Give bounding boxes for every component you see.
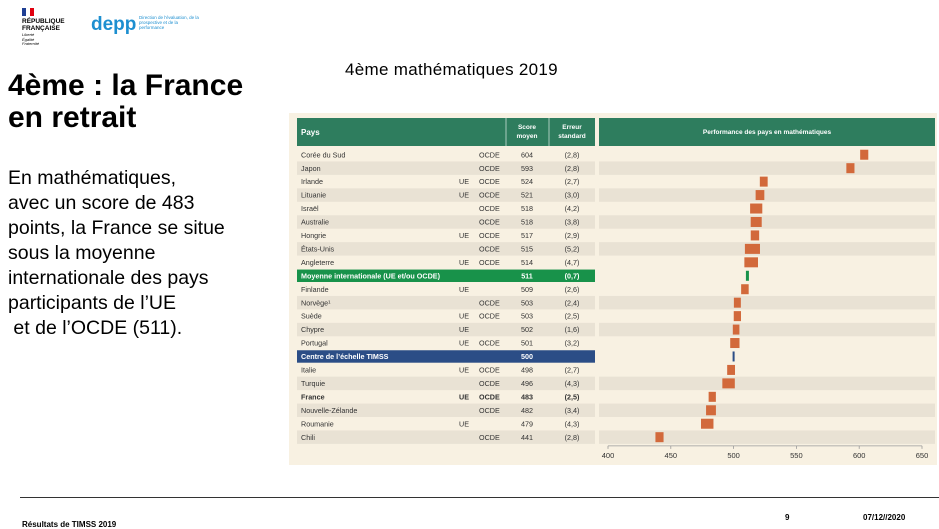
row-ue: UE	[459, 419, 469, 429]
score-bar	[846, 163, 854, 173]
plot-row-shade	[599, 242, 935, 255]
average-marker	[746, 271, 749, 281]
rf-motto-line: Fraternité	[22, 41, 40, 47]
rf-line: FRANÇAISE	[22, 25, 60, 32]
footer-divider	[20, 497, 939, 498]
row-country: États-Unis	[301, 244, 335, 254]
row-score: 441	[521, 432, 533, 442]
row-country: Corée du Sud	[301, 150, 346, 160]
row-error: (4,2)	[564, 204, 580, 214]
row-error: (2,5)	[564, 311, 580, 321]
row-country: Turquie	[301, 378, 326, 388]
plot-row-shade	[599, 215, 935, 228]
score-bar	[750, 204, 762, 214]
score-bar	[734, 311, 741, 321]
row-error: (2,8)	[564, 432, 580, 442]
row-error: (2,9)	[564, 231, 580, 241]
slide-title	[8, 70, 243, 134]
row-error: (1,6)	[564, 325, 580, 335]
row-score: 479	[521, 419, 533, 429]
chart-title: 4ème mathématiques 2019	[345, 60, 558, 79]
row-ocde: OCDE	[479, 177, 500, 187]
row-error: (2,7)	[564, 365, 580, 375]
score-bar	[706, 405, 716, 415]
row-shade	[297, 188, 595, 201]
row-shade	[297, 161, 595, 174]
page-number: 9	[785, 513, 790, 522]
row-country: Chili	[301, 432, 315, 442]
score-bar	[744, 257, 758, 267]
row-score: 501	[521, 338, 533, 348]
row-ocde: OCDE	[479, 432, 500, 442]
slide-title-line2: en retrait	[8, 101, 137, 134]
header-pays: Pays	[301, 128, 320, 137]
row-ocde: OCDE	[479, 392, 500, 402]
footer-date: 07/12//2020	[863, 513, 906, 522]
row-country: Roumanie	[301, 419, 334, 429]
row-ue: UE	[459, 338, 469, 348]
row-ocde: OCDE	[479, 190, 500, 200]
row-score: 482	[521, 405, 533, 415]
row-score: 503	[521, 298, 533, 308]
row-ue: UE	[459, 190, 469, 200]
row-error: (3,2)	[564, 338, 580, 348]
row-score: 500	[521, 352, 533, 362]
row-shade	[297, 430, 595, 443]
row-score: 483	[521, 392, 533, 402]
chart-panel	[289, 113, 937, 465]
row-ocde: OCDE	[479, 244, 500, 254]
body-text: En mathématiques, avec un score de 483 points, la France se situe sous la moyenne internationale des pays participants de l’UE et de l’OCDE (511).	[8, 167, 225, 339]
row-error: (2,6)	[564, 284, 580, 294]
score-bar	[730, 338, 739, 348]
row-error: (4,3)	[564, 419, 580, 429]
row-ue: UE	[459, 392, 469, 402]
row-country: Australie	[301, 217, 329, 227]
row-shade	[297, 242, 595, 255]
row-ocde: OCDE	[479, 365, 500, 375]
row-ocde: OCDE	[479, 405, 500, 415]
row-score: 496	[521, 378, 533, 388]
row-error: (0,7)	[564, 271, 580, 281]
row-error: (3,0)	[564, 190, 580, 200]
rf-motto-line: Égalité	[22, 36, 35, 42]
header-error-line2: standard	[558, 133, 586, 140]
row-score: 518	[521, 204, 533, 214]
score-bar	[751, 217, 762, 227]
row-ocde: OCDE	[479, 217, 500, 227]
row-score: 502	[521, 325, 533, 335]
row-ocde: OCDE	[479, 231, 500, 241]
row-country: Irlande	[301, 177, 323, 187]
plot-row-shade	[599, 404, 935, 417]
score-bar	[727, 365, 735, 375]
depp-subtitle: Direction de l'évaluation, de la prospective et de la performance	[139, 15, 199, 30]
row-ocde: OCDE	[479, 298, 500, 308]
score-bar	[745, 244, 760, 254]
header-score-line1: Score	[517, 124, 537, 131]
row-country: Italie	[301, 365, 317, 375]
row-shade	[297, 296, 595, 309]
score-bar	[756, 190, 765, 200]
centre-marker	[733, 351, 735, 361]
footer-source: Résultats de TIMSS 2019	[22, 520, 117, 529]
score-bar	[722, 378, 734, 388]
row-ue: UE	[459, 325, 469, 335]
score-bar	[734, 298, 741, 308]
row-score: 515	[521, 244, 533, 254]
row-score: 517	[521, 231, 533, 241]
row-ue: UE	[459, 284, 469, 294]
row-error: (2,5)	[564, 392, 580, 402]
score-bar	[701, 419, 713, 429]
row-country: Nouvelle-Zélande	[301, 405, 358, 415]
row-country: Centre de l’échelle TIMSS	[301, 352, 389, 362]
score-bar	[760, 177, 768, 187]
score-bar	[751, 230, 759, 240]
row-error: (2,8)	[564, 150, 580, 160]
x-tick-label: 600	[852, 450, 866, 460]
row-error: (3,8)	[564, 217, 580, 227]
row-error: (2,4)	[564, 298, 580, 308]
row-ue: UE	[459, 257, 469, 267]
header-performance: Performance des pays en mathématiques	[702, 129, 832, 136]
row-ocde: OCDE	[479, 150, 500, 160]
plot-row-shade	[599, 296, 935, 309]
score-bar	[860, 150, 868, 160]
rf-line: RÉPUBLIQUE	[22, 18, 65, 25]
row-country: Israël	[301, 204, 319, 214]
header-error-line1: Erreur	[562, 124, 582, 131]
row-ocde: OCDE	[479, 338, 500, 348]
row-country: Suède	[301, 311, 322, 321]
row-shade	[297, 377, 595, 390]
row-shade	[297, 215, 595, 228]
row-score: 593	[521, 163, 533, 173]
rf-wordmark	[22, 18, 65, 32]
row-country: Lituanie	[301, 190, 327, 200]
score-bar	[741, 284, 749, 294]
row-score: 503	[521, 311, 533, 321]
row-score: 604	[521, 150, 533, 160]
row-error: (4,3)	[564, 378, 580, 388]
row-ue: UE	[459, 365, 469, 375]
row-country: Chypre	[301, 325, 325, 335]
row-ocde: OCDE	[479, 257, 500, 267]
row-ocde: OCDE	[479, 311, 500, 321]
x-tick-label: 650	[915, 450, 929, 460]
row-score: 509	[521, 284, 533, 294]
row-country: Moyenne internationale (UE et/ou OCDE)	[301, 271, 440, 281]
plot-row-shade	[599, 188, 935, 201]
row-country: Japon	[301, 163, 321, 173]
depp-logo: depp	[91, 14, 137, 35]
row-country: Angleterre	[301, 257, 335, 267]
row-error: (2,7)	[564, 177, 580, 187]
rf-motto-line: Liberté	[22, 32, 35, 37]
french-flag-icon	[22, 8, 34, 16]
row-score: 498	[521, 365, 533, 375]
row-ue: UE	[459, 311, 469, 321]
score-bar	[709, 392, 716, 402]
plot-row-shade	[599, 161, 935, 174]
rf-motto	[22, 33, 39, 47]
row-ocde: OCDE	[479, 204, 500, 214]
row-error: (4,7)	[564, 257, 580, 267]
x-tick-label: 450	[664, 450, 678, 460]
row-score: 518	[521, 217, 533, 227]
row-error: (3,4)	[564, 405, 580, 415]
x-tick-label: 400	[601, 450, 615, 460]
header-score-line2: moyen	[516, 133, 538, 140]
performance-chart	[289, 113, 937, 465]
score-bar	[733, 325, 740, 335]
row-ocde: OCDE	[479, 163, 500, 173]
plot-row-shade	[599, 430, 935, 443]
row-score: 511	[521, 271, 533, 281]
row-score: 514	[521, 257, 533, 267]
plot-row-shade	[599, 377, 935, 390]
row-ocde: OCDE	[479, 378, 500, 388]
row-ue: UE	[459, 177, 469, 187]
row-error: (2,8)	[564, 163, 580, 173]
score-bar	[655, 432, 663, 442]
row-country: Portugal	[301, 338, 328, 348]
plot-row-shade	[599, 323, 935, 336]
x-tick-label: 500	[727, 450, 740, 460]
row-score: 521	[521, 190, 533, 200]
row-error: (5,2)	[564, 244, 580, 254]
table-header-bg	[297, 118, 595, 146]
row-score: 524	[521, 177, 533, 187]
x-tick-label: 550	[790, 450, 803, 460]
row-country: Norvège¹	[301, 298, 331, 308]
slide-title-line1: 4ème : la France	[8, 69, 244, 102]
row-shade	[297, 323, 595, 336]
row-country: Hongrie	[301, 231, 327, 241]
row-country: France	[301, 392, 325, 402]
row-ue: UE	[459, 231, 469, 241]
row-country: Finlande	[301, 284, 329, 294]
